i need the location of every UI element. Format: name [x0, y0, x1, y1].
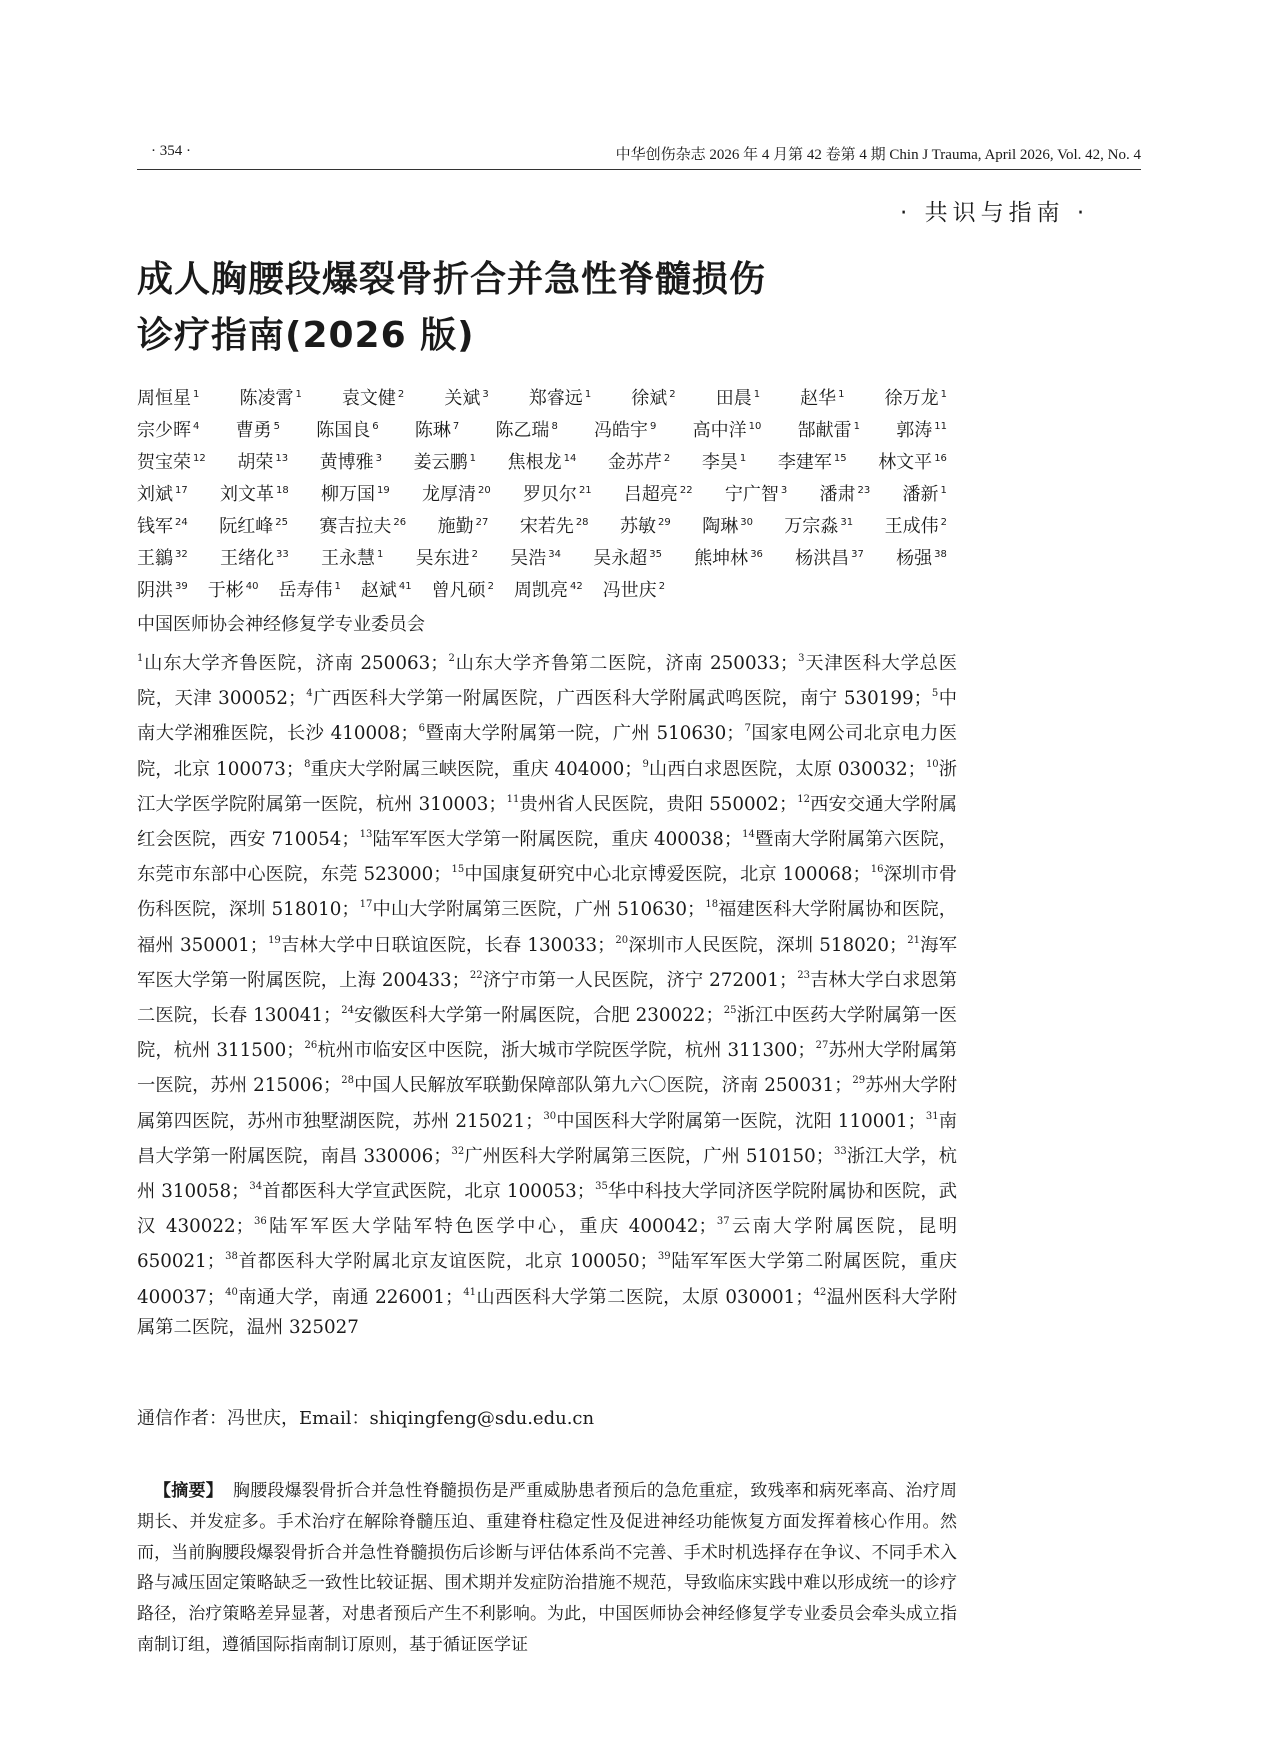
affiliation-number: 37 — [716, 1216, 730, 1228]
author-name-text: 胡荣 — [237, 452, 274, 473]
affiliation-text: 山东大学齐鲁医院，济南 250063； — [143, 653, 449, 674]
author-name-text: 万宗淼 — [784, 516, 839, 537]
author-affiliation-mark: 5 — [273, 421, 280, 432]
author-line — [137, 544, 947, 576]
author-name-text: 王鶲 — [137, 548, 173, 569]
author-name — [800, 384, 844, 416]
author-affiliation-mark: 7 — [452, 421, 460, 432]
author-name — [219, 512, 288, 544]
affiliation-number: 42 — [813, 1286, 827, 1298]
author-name — [896, 416, 947, 448]
author-name-text: 陈国良 — [316, 420, 371, 441]
affiliation-text: 首都医科大学附属北京友谊医院，北京 100050； — [237, 1251, 658, 1273]
affiliation-number: 21 — [907, 934, 921, 946]
author-name-text: 陈乙瑞 — [495, 420, 550, 441]
section-label: · 共识与指南 · — [900, 200, 1090, 226]
title-line-1: 成人胸腰段爆裂骨折合并急性脊髓损伤 — [137, 259, 767, 300]
author-name-text: 吴永超 — [593, 548, 648, 569]
author-name — [778, 448, 847, 480]
author-name-text: 宁广智 — [724, 484, 779, 505]
affiliation-text: 苏州大学附属第四医院，苏州市独墅湖医院，苏州 215021； — [137, 1075, 957, 1132]
author-affiliation-mark: 11 — [934, 421, 947, 432]
author-affiliation-mark: 2 — [669, 389, 676, 400]
author-affiliation-mark: 1 — [838, 389, 845, 400]
author-name-text: 吴浩 — [510, 548, 547, 569]
author-affiliation-mark: 1 — [376, 549, 384, 560]
author-name — [510, 544, 561, 576]
author-name-text: 徐万龙 — [884, 388, 939, 409]
author-affiliation-mark: 25 — [275, 517, 288, 528]
author-name-text: 焦根龙 — [507, 452, 562, 473]
affiliation-text: 华中科技大学同济医学院附属协和医院，武汉 430022； — [137, 1181, 957, 1238]
affiliation-number: 29 — [852, 1075, 866, 1087]
affiliation-text: 西安交通大学附属红会医院，西安 710054； — [137, 793, 957, 851]
author-name-text: 潘新 — [902, 484, 939, 505]
author-affiliation-mark: 40 — [245, 581, 259, 592]
author-name-text: 宋若先 — [519, 516, 574, 537]
author-name — [239, 384, 301, 416]
affiliation-text: 天津医科大学总医院，天津 300052； — [137, 653, 957, 710]
abstract-label: 【摘要】 — [154, 1481, 223, 1501]
author-affiliation-mark: 14 — [563, 453, 577, 464]
affiliation-text: 贵州省人民医院，贵阳 550002； — [519, 793, 798, 815]
author-name-text: 高中洋 — [692, 420, 747, 441]
affiliation-number: 3 — [798, 653, 805, 664]
author-name-text: 关斌 — [444, 388, 481, 409]
author-affiliation-mark: 20 — [477, 485, 491, 496]
author-name-text: 冯世庆 — [602, 580, 657, 601]
author-name-text: 柳万国 — [320, 484, 375, 505]
author-affiliation-mark: 31 — [840, 517, 854, 528]
author-name — [608, 448, 670, 480]
author-name-text: 陶琳 — [702, 516, 739, 537]
affiliation-number: 25 — [723, 1005, 737, 1017]
affiliation-number: 41 — [463, 1286, 476, 1298]
affiliation-number: 20 — [615, 934, 629, 946]
author-name — [432, 576, 494, 608]
author-affiliation-mark: 3 — [482, 389, 489, 400]
author-name-text: 吴东进 — [415, 548, 470, 569]
author-name-text: 杨洪昌 — [795, 548, 850, 569]
author-name-text: 宗少晖 — [137, 420, 191, 441]
author-affiliation-mark: 21 — [578, 485, 592, 496]
author-name-text: 龙厚清 — [421, 484, 476, 505]
author-name-text: 冯皓宇 — [594, 420, 649, 441]
author-affiliation-mark: 1 — [295, 389, 302, 400]
author-name — [137, 576, 188, 608]
affiliation-number: 8 — [304, 758, 311, 770]
author-name — [594, 416, 656, 448]
author-name-text: 杨强 — [896, 548, 933, 569]
author-name-text: 郑睿远 — [528, 388, 583, 409]
author-affiliation-mark: 34 — [548, 549, 561, 560]
author-name-text: 田晨 — [715, 388, 752, 409]
author-affiliation-mark: 39 — [175, 581, 188, 592]
affiliation-text: 山西白求恩医院，太原 030032； — [648, 758, 926, 780]
author-name-text: 刘斌 — [137, 484, 173, 505]
author-name — [137, 448, 206, 480]
author-name — [321, 480, 390, 512]
author-name — [903, 480, 947, 512]
author-name-text: 王成伟 — [884, 516, 939, 537]
author-affiliation-mark: 38 — [934, 549, 947, 560]
author-affiliation-mark: 3 — [375, 453, 383, 464]
running-header — [137, 141, 1141, 170]
committee-name: 中国医师协会神经修复学专业委员会 — [137, 614, 425, 635]
author-name — [319, 512, 406, 544]
author-name-text: 曹勇 — [235, 420, 272, 441]
author-name — [208, 576, 259, 608]
affiliation-number: 14 — [742, 829, 755, 841]
author-affiliation-mark: 1 — [584, 389, 592, 400]
author-name — [523, 480, 592, 512]
author-affiliation-mark: 41 — [398, 581, 412, 592]
author-name-text: 郜献雷 — [797, 420, 852, 441]
author-affiliation-mark: 37 — [851, 549, 864, 560]
author-name — [444, 384, 488, 416]
author-name — [237, 448, 288, 480]
author-name — [137, 544, 188, 576]
author-name-text: 赵斌 — [360, 580, 397, 601]
affiliation-text: 苏州大学附属第一医院，苏州 215006； — [137, 1040, 958, 1097]
affiliation-text: 山东大学齐鲁第二医院，济南 250033； — [454, 653, 799, 674]
author-name — [438, 512, 489, 544]
author-name-text: 刘文革 — [219, 484, 274, 505]
author-name — [422, 480, 491, 512]
author-line — [137, 384, 947, 416]
author-name — [342, 384, 404, 416]
author-name — [593, 544, 662, 576]
affiliation-text: 中国康复研究中心北京博爱医院，北京 100068； — [464, 864, 871, 886]
affiliation-text: 福建医科大学附属协和医院，福州 350001； — [137, 899, 957, 956]
affiliation-number: 24 — [341, 1005, 354, 1017]
author-affiliation-mark: 13 — [275, 453, 289, 464]
author-name — [361, 576, 412, 608]
author-name-text: 阮红峰 — [219, 516, 274, 537]
author-name — [885, 384, 947, 416]
correspondence-author: 通信作者：冯世庆，Email：shiqingfeng@sdu.edu.cn — [137, 1408, 595, 1429]
abstract — [137, 1476, 957, 1661]
author-name — [514, 576, 583, 608]
affiliation-text: 广西医科大学第一附属医院，广西医科大学附属武鸣医院，南宁 530199； — [312, 688, 932, 710]
affiliation-number: 26 — [304, 1040, 318, 1052]
affiliation-text: 安徽医科大学第一附属医院，合肥 230022； — [353, 1005, 724, 1027]
author-name-text: 李建军 — [777, 452, 832, 473]
author-affiliation-mark: 23 — [857, 485, 871, 496]
author-affiliation-mark: 1 — [940, 485, 947, 496]
author-name-text: 陈琳 — [414, 420, 451, 441]
author-name — [529, 384, 591, 416]
affiliation-number: 15 — [451, 864, 465, 876]
affiliation-list — [137, 644, 957, 1343]
author-name — [725, 480, 787, 512]
author-name-text: 黄博雅 — [319, 452, 374, 473]
author-name — [236, 416, 280, 448]
affiliation-number: 19 — [268, 934, 281, 946]
author-name-text: 贺宝荣 — [137, 452, 191, 473]
affiliation-text: 南通大学，南通 226001； — [237, 1286, 464, 1308]
affiliation-number: 32 — [451, 1145, 465, 1157]
author-name — [415, 416, 459, 448]
author-affiliation-mark: 3 — [780, 485, 788, 496]
affiliation-number: 23 — [797, 969, 810, 981]
author-name — [624, 480, 693, 512]
author-affiliation-mark: 24 — [175, 517, 188, 528]
author-affiliation-mark: 8 — [551, 421, 558, 432]
author-affiliation-mark: 15 — [833, 453, 847, 464]
author-affiliation-mark: 1 — [334, 581, 341, 592]
author-name-text: 曾凡硕 — [431, 580, 486, 601]
affiliation-text: 暨南大学附属第一院，广州 510630； — [425, 723, 745, 745]
author-name — [631, 384, 675, 416]
author-affiliation-mark: 1 — [739, 453, 747, 464]
author-affiliation-mark: 4 — [193, 421, 200, 432]
author-name-text: 阴洪 — [137, 580, 173, 601]
author-affiliation-mark: 1 — [940, 389, 947, 400]
author-affiliation-mark: 28 — [575, 517, 589, 528]
affiliation-number: 40 — [225, 1286, 238, 1298]
author-affiliation-mark: 16 — [934, 453, 947, 464]
affiliation-text: 陆军军医大学陆军特色医学中心，重庆 400042； — [266, 1216, 717, 1238]
author-name — [620, 512, 671, 544]
author-name — [896, 544, 947, 576]
author-line — [137, 416, 947, 448]
author-line — [137, 480, 947, 512]
author-affiliation-mark: 2 — [397, 389, 405, 400]
affiliation-text: 吉林大学中日联谊医院，长春 130033； — [280, 934, 616, 956]
affiliation-text: 温州医科大学附属第二医院，温州 325027 — [137, 1286, 957, 1338]
author-name — [820, 480, 871, 512]
affiliation-number: 27 — [815, 1040, 829, 1052]
affiliation-text: 中国人民解放军联勤保障部队第九六〇医院，济南 250031； — [353, 1075, 853, 1097]
author-name — [414, 448, 476, 480]
author-name — [694, 544, 763, 576]
author-name — [220, 480, 289, 512]
affiliation-number: 13 — [359, 829, 373, 841]
author-name-text: 赛吉拉夫 — [319, 516, 392, 537]
affiliation-number: 2 — [448, 653, 455, 664]
affiliation-number: 38 — [225, 1251, 238, 1263]
author-name — [137, 416, 199, 448]
author-affiliation-mark: 26 — [393, 517, 407, 528]
author-name — [220, 544, 289, 576]
author-affiliation-mark: 2 — [663, 453, 671, 464]
author-name — [520, 512, 589, 544]
affiliation-text: 杭州市临安区中医院，浙大城市学院医学院，杭州 311300； — [317, 1040, 816, 1062]
affiliation-number: 35 — [595, 1181, 608, 1193]
author-affiliation-mark: 9 — [650, 421, 657, 432]
author-affiliation-mark: 33 — [275, 549, 289, 560]
author-affiliation-mark: 2 — [940, 517, 947, 528]
author-name-text: 赵华 — [800, 388, 837, 409]
author-name — [316, 416, 378, 448]
author-affiliation-mark: 32 — [175, 549, 188, 560]
affiliation-text: 中山大学附属第三医院，广州 510630； — [372, 899, 706, 921]
author-name — [137, 384, 199, 416]
author-name — [702, 512, 753, 544]
author-name — [784, 512, 853, 544]
title-line-2: 诊疗指南(2026 版) — [137, 315, 475, 356]
affiliation-text: 广州医科大学附属第三医院，广州 510150； — [464, 1145, 834, 1167]
author-name — [416, 544, 478, 576]
author-name — [798, 416, 860, 448]
author-affiliation-mark: 2 — [471, 549, 478, 560]
author-affiliation-mark: 2 — [487, 581, 494, 592]
affiliation-text: 陆军军医大学第一附属医院，重庆 400038； — [372, 829, 743, 851]
affiliation-number: 1 — [137, 653, 144, 664]
author-name-text: 吕超亮 — [623, 484, 678, 505]
author-name-text: 周凯亮 — [513, 580, 568, 601]
affiliation-number: 11 — [506, 793, 520, 805]
author-name-text: 苏敏 — [620, 516, 657, 537]
affiliation-number: 22 — [469, 969, 483, 981]
author-affiliation-mark: 29 — [658, 517, 671, 528]
author-name — [137, 480, 188, 512]
affiliation-number: 16 — [870, 864, 884, 876]
author-affiliation-mark: 22 — [679, 485, 693, 496]
author-line — [137, 576, 947, 608]
author-name — [603, 576, 665, 608]
author-name-text: 王绪化 — [219, 548, 274, 569]
affiliation-text: 浙江大学，杭州 310058； — [137, 1145, 958, 1203]
author-name — [320, 448, 382, 480]
author-affiliation-mark: 27 — [475, 517, 489, 528]
author-affiliation-mark: 2 — [658, 581, 666, 592]
affiliation-text: 山西医科大学第二医院，太原 030001； — [475, 1286, 814, 1308]
affiliation-text: 暨南大学附属第六医院，东莞市东部中心医院，东莞 523000； — [137, 829, 957, 886]
author-affiliation-mark: 30 — [740, 517, 753, 528]
affiliation-text: 云南大学附属医院，昆明 650021； — [137, 1216, 957, 1273]
affiliation-text: 浙江中医药大学附属第一医院，杭州 311500； — [137, 1005, 957, 1062]
author-name-text: 岳寿伟 — [278, 580, 333, 601]
author-affiliation-mark: 1 — [853, 421, 860, 432]
author-name-text: 钱军 — [137, 516, 173, 537]
author-affiliation-mark: 42 — [569, 581, 583, 592]
affiliation-number: 30 — [543, 1110, 557, 1122]
affiliation-number: 31 — [925, 1110, 939, 1122]
author-name-text: 林文平 — [878, 452, 933, 473]
affiliation-text: 浙江大学医学院附属第一医院，杭州 310003； — [137, 758, 957, 815]
affiliation-number: 34 — [249, 1181, 263, 1193]
affiliation-number: 10 — [925, 758, 939, 770]
article-title — [137, 252, 766, 364]
author-name-text: 李昊 — [701, 452, 738, 473]
affiliation-number: 39 — [657, 1251, 671, 1263]
author-name — [716, 384, 760, 416]
author-affiliation-mark: 18 — [275, 485, 289, 496]
author-affiliation-mark: 10 — [748, 421, 762, 432]
author-affiliation-mark: 1 — [753, 389, 761, 400]
author-name — [795, 544, 864, 576]
affiliation-text: 首都医科大学宣武医院，北京 100053； — [262, 1181, 596, 1203]
affiliation-number: 33 — [834, 1145, 847, 1157]
author-name-text: 金苏芹 — [607, 452, 662, 473]
affiliation-number: 18 — [705, 899, 719, 911]
author-name — [321, 544, 383, 576]
author-name-text: 袁文健 — [341, 388, 396, 409]
author-name — [278, 576, 340, 608]
author-name — [693, 416, 762, 448]
affiliation-text: 中南大学湘雅医院，长沙 410008； — [137, 688, 957, 745]
author-list — [137, 384, 947, 608]
affiliation-number: 4 — [306, 688, 313, 700]
affiliation-number: 12 — [797, 793, 810, 805]
author-line — [137, 448, 947, 480]
affiliation-number: 7 — [744, 723, 751, 735]
author-name-text: 罗贝尔 — [522, 484, 577, 505]
journal-citation: 中华创伤杂志 2026 年 4 月第 42 卷第 4 期 Chin J Trauma, April 2026, Vol. 42, No. 4 — [615, 147, 1141, 163]
affiliation-number: 28 — [341, 1075, 354, 1087]
affiliation-text: 吉林大学白求恩第二医院，长春 130041； — [137, 969, 957, 1027]
affiliation-text: 深圳市骨伤科医院，深圳 518010； — [137, 864, 957, 921]
affiliation-text: 中国医科大学附属第一医院，沈阳 110001； — [556, 1110, 926, 1132]
affiliation-number: 36 — [253, 1216, 267, 1228]
author-name — [508, 448, 577, 480]
author-name-text: 郭涛 — [896, 420, 933, 441]
author-name-text: 王永慧 — [320, 548, 375, 569]
affiliation-text: 重庆大学附属三峡医院，重庆 404000； — [310, 758, 643, 780]
author-name-text: 熊坤林 — [694, 548, 749, 569]
author-name — [702, 448, 746, 480]
author-affiliation-mark: 35 — [649, 549, 662, 560]
author-name-text: 于彬 — [207, 580, 244, 601]
author-affiliation-mark: 12 — [193, 453, 206, 464]
affiliation-number: 17 — [359, 899, 373, 911]
affiliation-text: 济宁市第一人民医院，济宁 272001； — [482, 969, 798, 991]
affiliation-text: 海军军医大学第一附属医院，上海 200433； — [137, 934, 957, 991]
page-number: · 354 · — [151, 143, 191, 159]
affiliation-text: 深圳市人民医院，深圳 518020； — [628, 934, 908, 956]
author-name-text: 徐斌 — [631, 388, 668, 409]
author-affiliation-mark: 1 — [469, 453, 476, 464]
affiliation-text: 国家电网公司北京电力医院，北京 100073； — [137, 723, 957, 780]
author-name — [885, 512, 947, 544]
author-name-text: 潘肃 — [819, 484, 856, 505]
author-line — [137, 512, 947, 544]
affiliation-text: 南昌大学第一附属医院，南昌 330006； — [137, 1110, 958, 1167]
author-name-text: 陈凌霄 — [239, 388, 294, 409]
author-name-text: 姜云鹏 — [413, 452, 468, 473]
author-affiliation-mark: 17 — [175, 485, 188, 496]
author-affiliation-mark: 6 — [372, 421, 379, 432]
author-name-text: 周恒星 — [137, 388, 191, 409]
author-name — [878, 448, 947, 480]
author-name — [137, 512, 188, 544]
affiliation-number: 9 — [642, 758, 649, 770]
affiliation-number: 5 — [931, 688, 939, 700]
affiliation-text: 陆军军医大学第二附属医院，重庆 400037； — [137, 1251, 957, 1308]
author-affiliation-mark: 36 — [750, 549, 763, 560]
author-affiliation-mark: 19 — [376, 485, 390, 496]
author-name — [495, 416, 557, 448]
author-name-text: 施勤 — [437, 516, 474, 537]
abstract-text: 胸腰段爆裂骨折合并急性脊髓损伤是严重威胁患者预后的急危重症，致残率和病死率高、治疗周期长、并发症多。手术治疗在解除脊髓压迫、重建脊柱稳定性及促进神经功能恢复方面发挥着核心作用。然而，当前胸腰段爆裂骨折合并急性脊髓损伤后诊断与评估体系尚不完善、手术时机选择存在争议、不同手术入路与减压固定策略缺乏一致性比较证据、围术期并发症防治措施不规范，导致临床实践中难以形成统一的诊疗路径，治疗策略差异显著，对患者预后产生不利影响。为此，中国医师协会神经修复学专业委员会牵头成立指南制订组，遵循国际指南制订原则，基于循证医学证 — [137, 1481, 958, 1655]
affiliation-number: 6 — [418, 723, 426, 735]
author-affiliation-mark: 1 — [193, 389, 200, 400]
